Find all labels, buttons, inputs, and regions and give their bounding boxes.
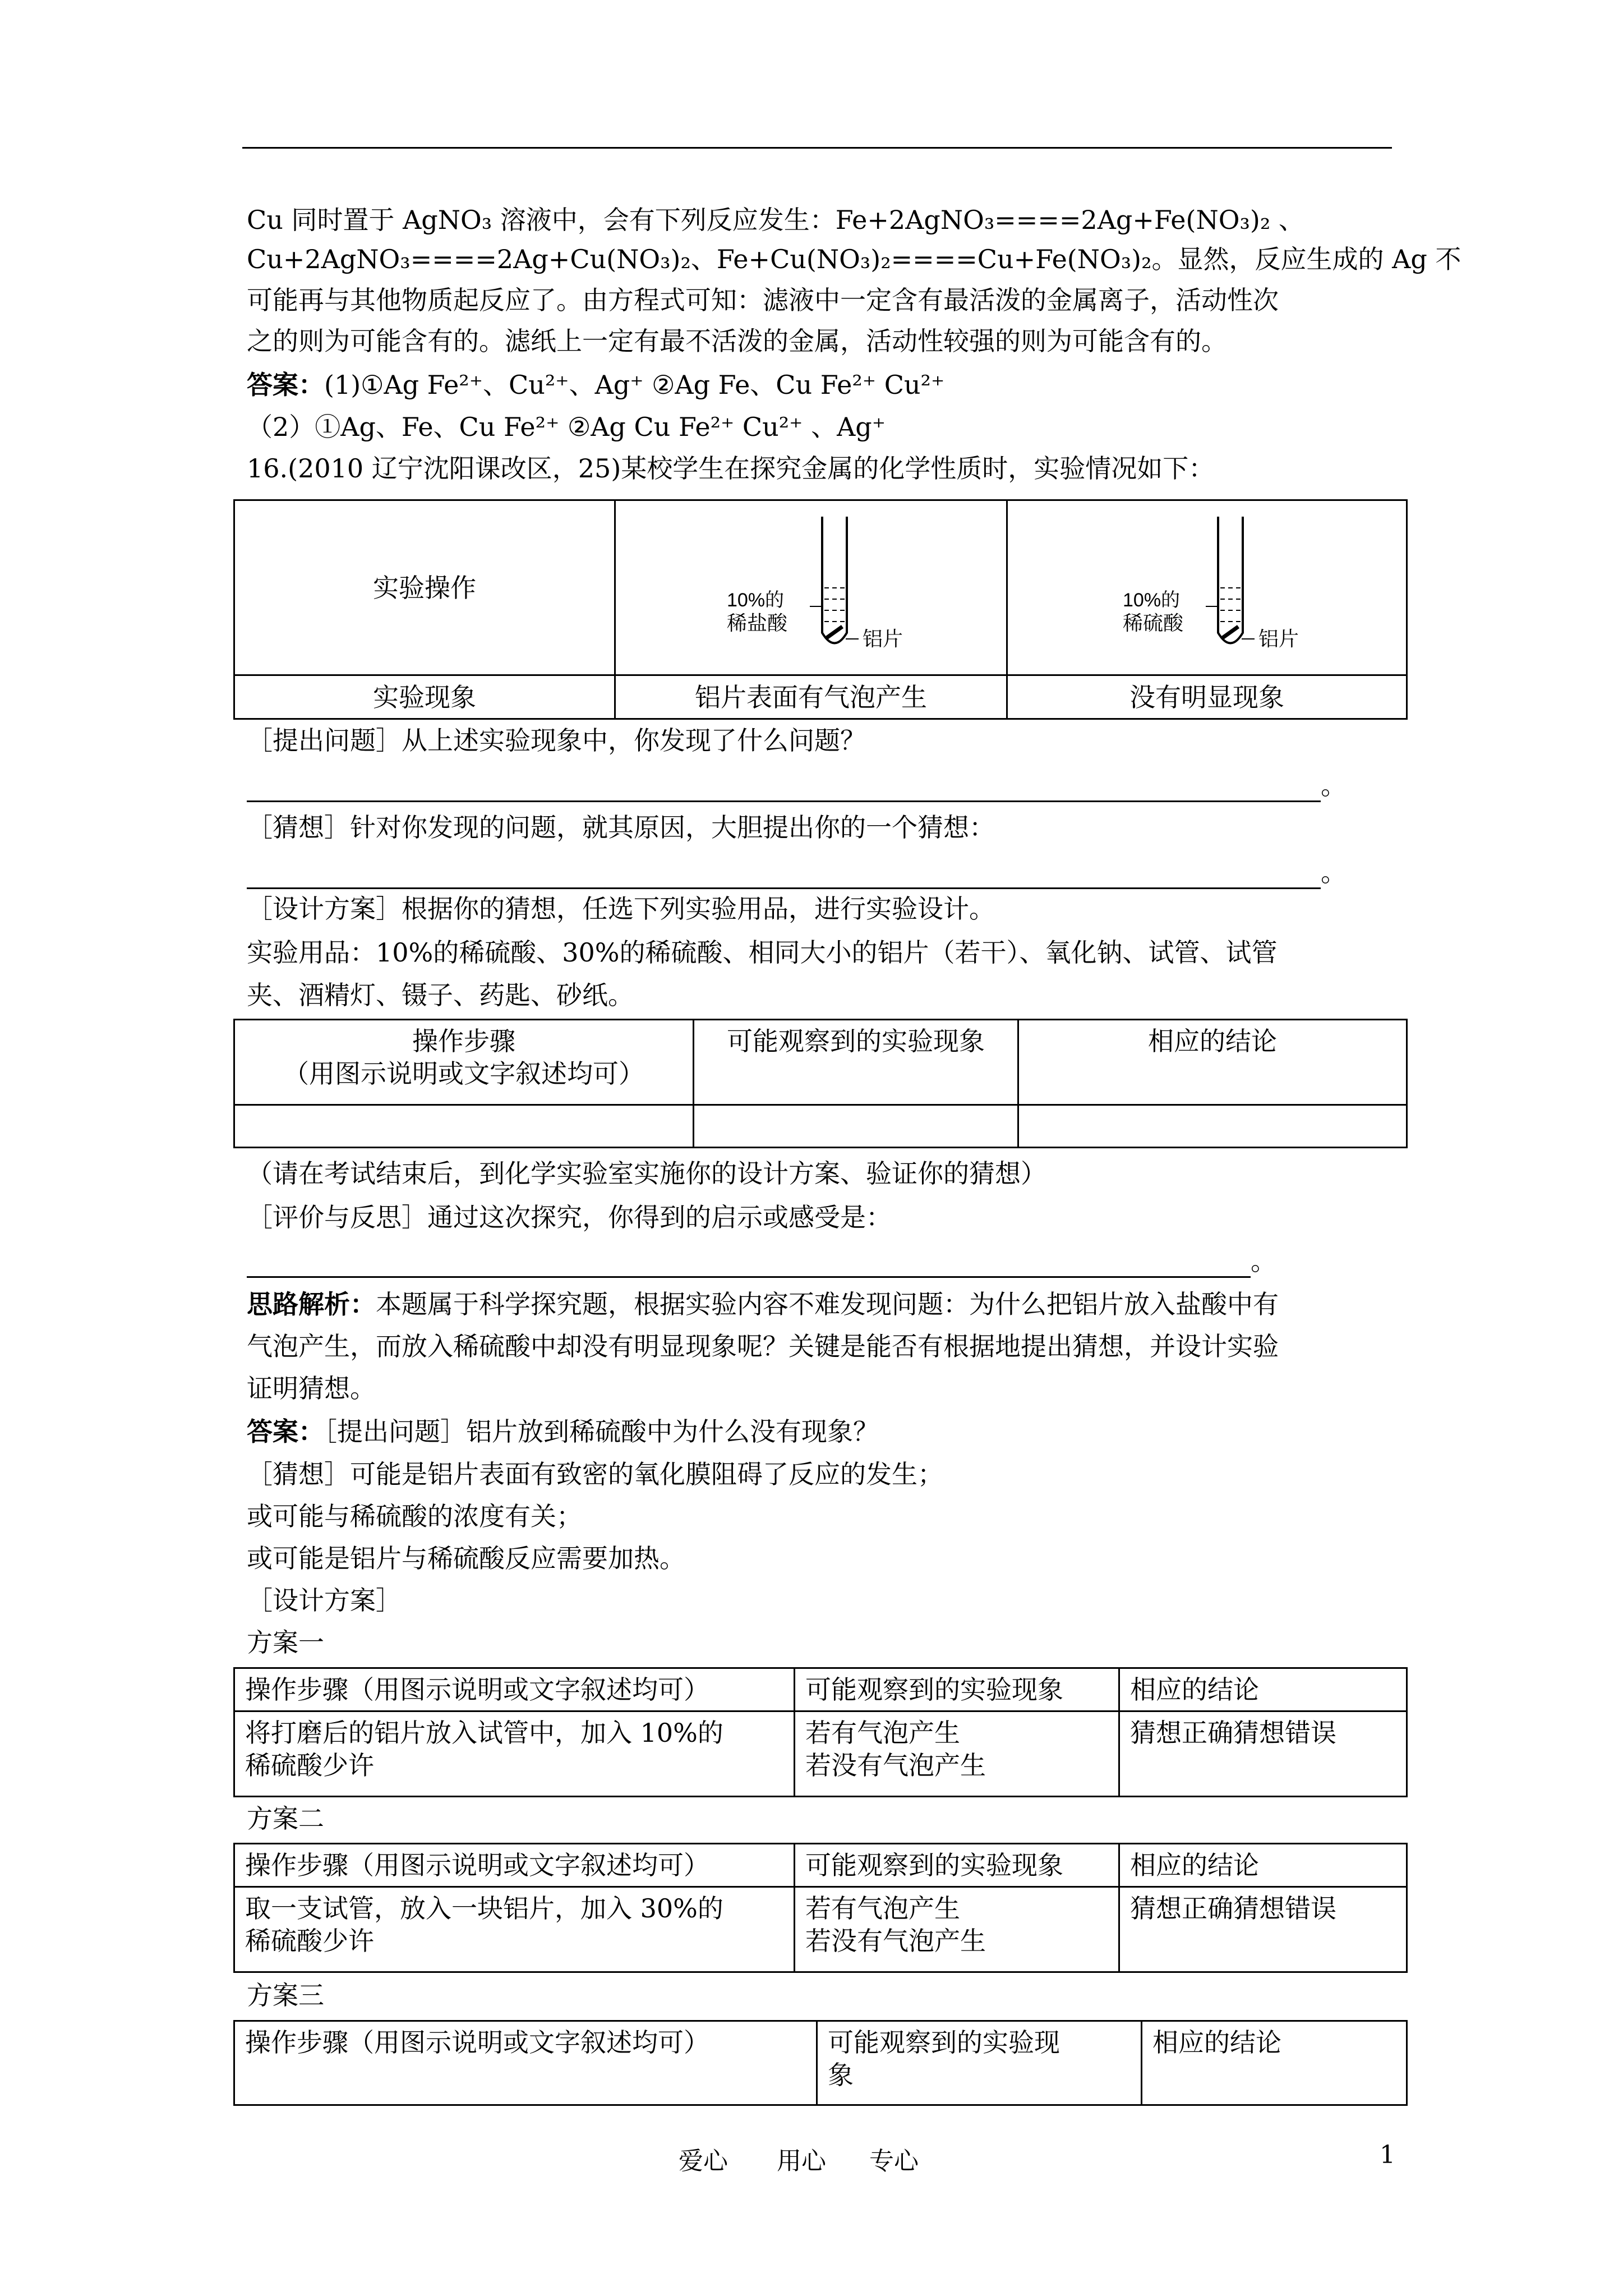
answer-blank-1 xyxy=(247,769,1347,802)
blank-line[interactable] xyxy=(247,778,1321,802)
design-cell-step[interactable] xyxy=(234,1105,694,1148)
footer-motto-2: 用心 xyxy=(777,2147,826,2175)
plan1-phen xyxy=(795,1711,1119,1797)
answer2-guess-2: 或可能与稀硫酸的浓度有关； xyxy=(247,1501,582,1531)
answer-blank-3 xyxy=(247,1244,1276,1278)
design-header-conc: 相应的结论 xyxy=(1018,1020,1407,1105)
plan3-phen-line-2: 象 xyxy=(828,2060,854,2090)
plan3-header-phen xyxy=(817,2021,1142,2105)
plan1-step xyxy=(234,1711,795,1797)
answer2-guess-3: 或可能是铝片与稀硫酸反应需要加热。 xyxy=(247,1543,685,1573)
answer2-guess-1: ［猜想］可能是铝片表面有致密的氧化膜阻碍了反应的发生； xyxy=(247,1459,943,1489)
acid-label-2: 稀盐酸 xyxy=(727,611,788,635)
exp-op-label: 实验操作 xyxy=(234,500,615,675)
exp-result-h2so4: 没有明显现象 xyxy=(1007,675,1407,719)
period: 。 xyxy=(1321,770,1347,800)
plan-2-title: 方案二 xyxy=(247,1803,324,1834)
plan2-step xyxy=(234,1887,795,1972)
plan2-phen xyxy=(795,1887,1119,1972)
acid-label-2: 稀硫酸 xyxy=(1123,611,1184,635)
answer-part-1: (1)①Ag Fe²⁺、Cu²⁺、Ag⁺ ②Ag Fe、Cu Fe²⁺ Cu²⁺ xyxy=(324,370,945,400)
plan-1-title: 方案一 xyxy=(247,1627,324,1658)
para-line-3: 可能再与其他物质起反应了。由方程式可知：滤液中一定含有最活泼的金属离子，活动性次 xyxy=(247,285,1279,315)
guess-prompt: ［猜想］针对你发现的问题，就其原因，大胆提出你的一个猜想： xyxy=(247,812,995,843)
step-header-line-1: 操作步骤 xyxy=(412,1026,515,1056)
exp-figure-hcl xyxy=(615,500,1007,675)
para-line-4: 之的则为可能含有的。滤纸上一定有最不活泼的金属，活动性较强的则为可能含有的。 xyxy=(247,326,1227,356)
plan1-step-line-1: 将打磨后的铝片放入试管中，加入 10%的 xyxy=(245,1718,723,1748)
test-tube-h2so4-icon xyxy=(1083,507,1330,669)
period: 。 xyxy=(1251,1246,1276,1276)
design-header-step xyxy=(234,1020,694,1105)
plan2-header-phen: 可能观察到的实验现象 xyxy=(795,1844,1119,1887)
answer-line-2: （2）①Ag、Fe、Cu Fe²⁺ ②Ag Cu Fe²⁺ Cu²⁺ 、Ag⁺ xyxy=(247,412,886,442)
design-header-phen: 可能观察到的实验现象 xyxy=(694,1020,1018,1105)
plan-2-table xyxy=(233,1843,1408,1973)
plan1-phen-yes: 若有气泡产生 xyxy=(805,1718,960,1748)
plan2-conc: 猜想正确猜想错误 xyxy=(1119,1887,1407,1972)
analysis-line-2: 气泡产生，而放入稀硫酸中却没有明显现象呢？关键是能否有根据地提出猜想，并设计实验 xyxy=(247,1331,1279,1361)
plan-3-title: 方案三 xyxy=(247,1980,324,2010)
answer2-line-1 xyxy=(247,1415,879,1448)
para-line-1: Cu 同时置于 AgNO₃ 溶液中，会有下列反应发生：Fe+2AgNO₃====2Ag+Fe(NO₃)₂ 、 xyxy=(247,205,1304,235)
exp-figure-h2so4 xyxy=(1007,500,1407,675)
plan2-header-conc: 相应的结论 xyxy=(1119,1844,1407,1887)
blank-line[interactable] xyxy=(247,1254,1251,1278)
analysis-line-3: 证明猜想。 xyxy=(247,1373,376,1404)
period: 。 xyxy=(1321,857,1347,887)
footer-motto-3: 专心 xyxy=(869,2147,919,2175)
design-prompt: ［设计方案］根据你的猜想，任选下列实验用品，进行实验设计。 xyxy=(247,894,995,924)
items-line-1: 实验用品：10%的稀硫酸、30%的稀硫酸、相同大小的铝片（若干）、氧化钠、试管、试管 xyxy=(247,937,1278,968)
design-table xyxy=(233,1019,1408,1148)
design-cell-conc[interactable] xyxy=(1018,1105,1407,1148)
ask-question: ［提出问题］从上述实验现象中，你发现了什么问题？ xyxy=(247,725,866,756)
plan2-phen-yes: 若有气泡产生 xyxy=(805,1893,960,1924)
blank-line[interactable] xyxy=(247,865,1321,889)
step-header-line-2: （用图示说明或文字叙述均可） xyxy=(283,1059,644,1089)
footer-motto-1: 爱心 xyxy=(679,2147,728,2175)
aluminum-label: 铝片 xyxy=(863,627,903,651)
test-tube-hcl-icon xyxy=(688,507,934,669)
answer-label: 答案： xyxy=(247,370,324,400)
answer2-design: ［设计方案］ xyxy=(247,1585,402,1616)
plan3-header-step: 操作步骤（用图示说明或文字叙述均可） xyxy=(234,2021,817,2105)
exp-phen-label: 实验现象 xyxy=(234,675,615,719)
note: （请在考试结束后，到化学实验室实施你的设计方案、验证你的猜想） xyxy=(247,1158,1046,1189)
plan1-header-step: 操作步骤（用图示说明或文字叙述均可） xyxy=(234,1668,795,1711)
analysis-label: 思路解析： xyxy=(247,1289,376,1319)
plan1-phen-no: 若没有气泡产生 xyxy=(805,1750,986,1780)
acid-label-1: 10%的 xyxy=(727,589,785,611)
items-line-2: 夹、酒精灯、镊子、药匙、砂纸。 xyxy=(247,980,634,1010)
header-rule xyxy=(242,147,1392,149)
answer-blank-2 xyxy=(247,855,1347,889)
answer-ask: ［提出问题］铝片放到稀硫酸中为什么没有现象？ xyxy=(324,1416,879,1447)
plan-3-table xyxy=(233,2020,1408,2106)
plan3-header-conc: 相应的结论 xyxy=(1142,2021,1407,2105)
para-line-2: Cu+2AgNO₃====2Ag+Cu(NO₃)₂、Fe+Cu(NO₃)₂====Cu+Fe(NO₃)₂。显然，反应生成的 Ag 不 xyxy=(247,244,1461,274)
reflect-prompt: ［评价与反思］通过这次探究，你得到的启示或感受是： xyxy=(247,1202,892,1232)
page-number: 1 xyxy=(1380,2141,1395,2169)
acid-label-1: 10%的 xyxy=(1123,589,1181,611)
plan-1-table xyxy=(233,1667,1408,1797)
plan1-header-phen: 可能观察到的实验现象 xyxy=(795,1668,1119,1711)
plan1-step-line-2: 稀硫酸少许 xyxy=(245,1750,374,1780)
plan2-header-step: 操作步骤（用图示说明或文字叙述均可） xyxy=(234,1844,795,1887)
plan2-step-line-2: 稀硫酸少许 xyxy=(245,1926,374,1956)
plan2-step-line-1: 取一支试管，放入一块铝片，加入 30%的 xyxy=(245,1893,723,1924)
answer-line-1 xyxy=(247,368,944,402)
exp-result-hcl: 铝片表面有气泡产生 xyxy=(615,675,1007,719)
answer-label: 答案： xyxy=(247,1416,324,1447)
experiment-table xyxy=(233,499,1408,720)
plan3-phen-line-1: 可能观察到的实验现 xyxy=(828,2027,1060,2058)
analysis-text-1: 本题属于科学探究题，根据实验内容不难发现问题：为什么把铝片放入盐酸中有 xyxy=(376,1289,1279,1319)
plan1-conc: 猜想正确猜想错误 xyxy=(1119,1711,1407,1797)
aluminum-label: 铝片 xyxy=(1258,627,1299,651)
analysis-line-1 xyxy=(247,1287,1279,1321)
design-cell-phen[interactable] xyxy=(694,1105,1018,1148)
question-16: 16.(2010 辽宁沈阳课改区，25)某校学生在探究金属的化学性质时，实验情况如下： xyxy=(247,453,1215,484)
plan1-header-conc: 相应的结论 xyxy=(1119,1668,1407,1711)
plan2-phen-no: 若没有气泡产生 xyxy=(805,1926,986,1956)
